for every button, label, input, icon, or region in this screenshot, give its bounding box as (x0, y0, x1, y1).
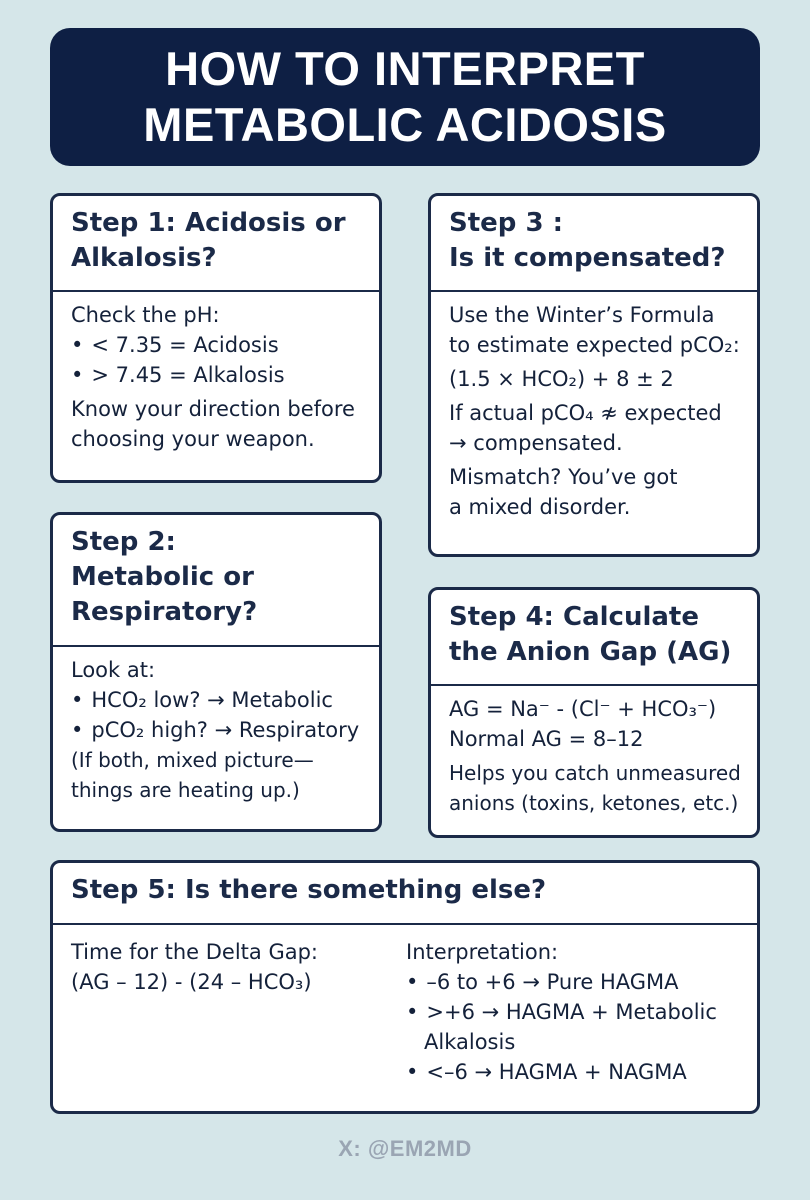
step1-bullet-acidosis: • < 7.35 = Acidosis (71, 330, 361, 360)
step5-card (50, 860, 760, 1114)
step4-card (428, 587, 760, 838)
step4-heading-line1: Step 4: Calculate (449, 602, 699, 632)
step2-heading-line3: Respiratory? (71, 597, 258, 627)
step5-interp-pure: • –6 to +6 → Pure HAGMA (406, 967, 739, 997)
step1-card (50, 193, 382, 483)
step3-mismatch-line1: Mismatch? You’ve got (449, 465, 678, 489)
step2-card (50, 512, 382, 832)
step2-body (53, 647, 379, 805)
step1-intro: Check the pH: (71, 303, 220, 327)
step5-interp-alkalosis-cont: Alkalosis (424, 1030, 516, 1054)
title-banner (50, 28, 760, 166)
step1-bullet-alkalosis: • > 7.45 = Alkalosis (71, 360, 361, 390)
step5-interpretation (406, 937, 739, 1087)
step5-interp-nagma: • <–6 → HAGMA + NAGMA (406, 1057, 739, 1087)
step2-heading-line2: Metabolic or (71, 562, 254, 592)
footer-handle: X: @EM2MD (338, 1136, 472, 1161)
title-line-1: HOW TO INTERPRET (165, 42, 645, 95)
step2-bullet-metabolic: • HCO₂ low? → Metabolic (71, 685, 361, 715)
step5-delta-label: Time for the Delta Gap: (71, 940, 319, 964)
step2-header (53, 515, 379, 647)
step3-header (431, 196, 757, 292)
step1-note-line1: Know your direction before (71, 397, 355, 421)
step5-body (53, 925, 757, 1087)
step4-header (431, 590, 757, 686)
step2-note-line1: (If both, mixed picture— (71, 748, 314, 772)
step5-interp-alkalosis: • >+6 → HAGMA + Metabolic (406, 997, 739, 1027)
step3-formula: (1.5 × HCO₂) + 8 ± 2 (449, 367, 674, 391)
step3-heading-line1: Step 3 : (449, 208, 563, 238)
step5-heading: Step 5: Is there something else? (71, 875, 547, 905)
step4-formula: AG = Na⁻ - (Cl⁻ + HCO₃⁻) (449, 697, 717, 721)
step5-delta-gap (71, 937, 406, 1087)
step1-heading-line1: Step 1: Acidosis or (71, 208, 346, 238)
step2-bullet-respiratory: • pCO₂ high? → Respiratory (71, 715, 361, 745)
step5-header (53, 863, 757, 925)
step2-intro: Look at: (71, 658, 156, 682)
step4-body (431, 686, 757, 818)
step3-card (428, 193, 760, 557)
step1-body (53, 292, 379, 454)
step3-heading-line2: Is it compensated? (449, 243, 726, 273)
title-line-2: METABOLIC ACIDOSIS (143, 98, 667, 151)
step5-interp-title: Interpretation: (406, 940, 559, 964)
step3-check-line2: → compensated. (449, 431, 623, 455)
step4-note-line1: Helps you catch unmeasured (449, 761, 741, 785)
step5-delta-formula: (AG – 12) - (24 – HCO₃) (71, 970, 312, 994)
step3-intro-line2: to estimate expected pCO₂: (449, 333, 740, 357)
step2-note-line2: things are heating up.) (71, 778, 300, 802)
step4-note-line2: anions (toxins, ketones, etc.) (449, 791, 739, 815)
step3-body (431, 292, 757, 522)
step1-header (53, 196, 379, 292)
step3-check-line1: If actual pCO₄ ≉ expected (449, 401, 722, 425)
step3-intro-line1: Use the Winter’s Formula (449, 303, 715, 327)
step4-normal: Normal AG = 8–12 (449, 727, 644, 751)
step1-heading-line2: Alkalosis? (71, 243, 217, 273)
step4-heading-line2: the Anion Gap (AG) (449, 637, 732, 667)
step2-heading-line1: Step 2: (71, 527, 176, 557)
step1-note-line2: choosing your weapon. (71, 427, 315, 451)
step3-mismatch-line2: a mixed disorder. (449, 495, 631, 519)
